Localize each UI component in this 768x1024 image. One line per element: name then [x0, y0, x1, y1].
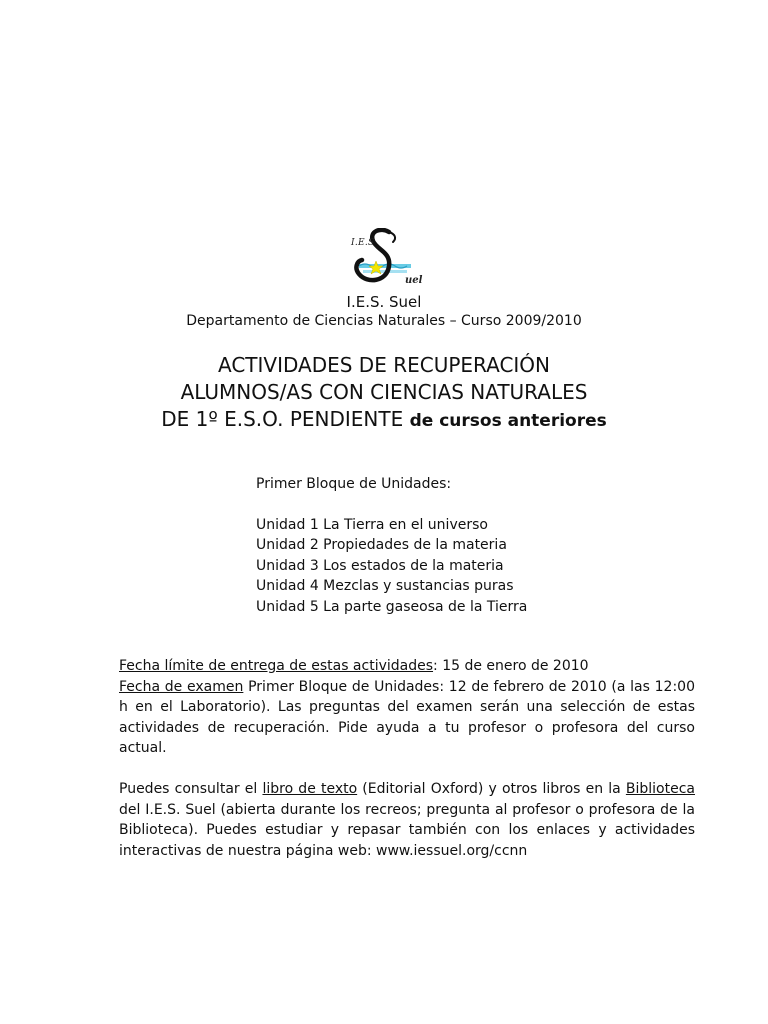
website-link[interactable]: www.iessuel.org/ccnn — [376, 842, 528, 859]
title-line-1: ACTIVIDADES DE RECUPERACIÓN — [217, 353, 551, 377]
resources-paragraph — [119, 779, 695, 861]
units-block — [256, 474, 527, 617]
resources-text-2: (Editorial Oxford) y otros libros en la — [357, 781, 626, 797]
resources-text-1: Puedes consultar el — [119, 781, 263, 797]
department-line: Departamento de Ciencias Naturales – Curso 2009/2010 — [186, 313, 582, 329]
deadline-line — [119, 656, 695, 677]
resources-text-3: del I.E.S. Suel (abierta durante los recreos; pregunta al profesor o profesora de la Biblioteca). Puedes estudiar y repasar también con los enlaces y actividades interactivas de nuestra página web: — [119, 801, 695, 859]
library-link[interactable]: Biblioteca — [625, 781, 695, 797]
logo-text-uel: uel — [405, 275, 423, 286]
unit-item: Unidad 4 Mezclas y sustancias puras — [256, 578, 514, 594]
units-heading: Primer Bloque de Unidades: — [256, 476, 452, 492]
school-logo — [345, 228, 423, 292]
textbook-link[interactable]: libro de texto — [262, 781, 358, 797]
school-name: I.E.S. Suel — [346, 293, 422, 311]
exam-paragraph — [119, 677, 695, 759]
exam-label: Fecha de examen — [119, 678, 244, 695]
logo-text-ies: I.E.S — [351, 238, 375, 248]
units-list — [256, 515, 527, 618]
title-line-2: ALUMNOS/AS CON CIENCIAS NATURALES — [180, 380, 588, 404]
title-line-3-bold: de cursos anteriores — [409, 411, 607, 431]
title-line-3 — [0, 406, 768, 434]
unit-item: Unidad 3 Los estados de la materia — [256, 557, 504, 574]
exam-text: Primer Bloque de Unidades: 12 de febrero de 2010 (a las 12:00 h en el Laboratorio). Las preguntas del examen serán una selección de estas actividades de recuperación. Pide ayuda a tu profesor o profesora del curso actual. — [119, 678, 695, 756]
unit-item: Unidad 1 La Tierra en el universo — [256, 516, 488, 533]
deadline-value: : 15 de enero de 2010 — [433, 658, 589, 674]
title-line-3-main: DE 1º E.S.O. PENDIENTE — [161, 407, 404, 431]
unit-item: Unidad 2 Propiedades de la materia — [256, 537, 507, 553]
unit-item: Unidad 5 La parte gaseosa de la Tierra — [256, 598, 528, 615]
deadline-label: Fecha límite de entrega de estas actividades — [119, 658, 434, 674]
dates-paragraph — [119, 656, 695, 759]
